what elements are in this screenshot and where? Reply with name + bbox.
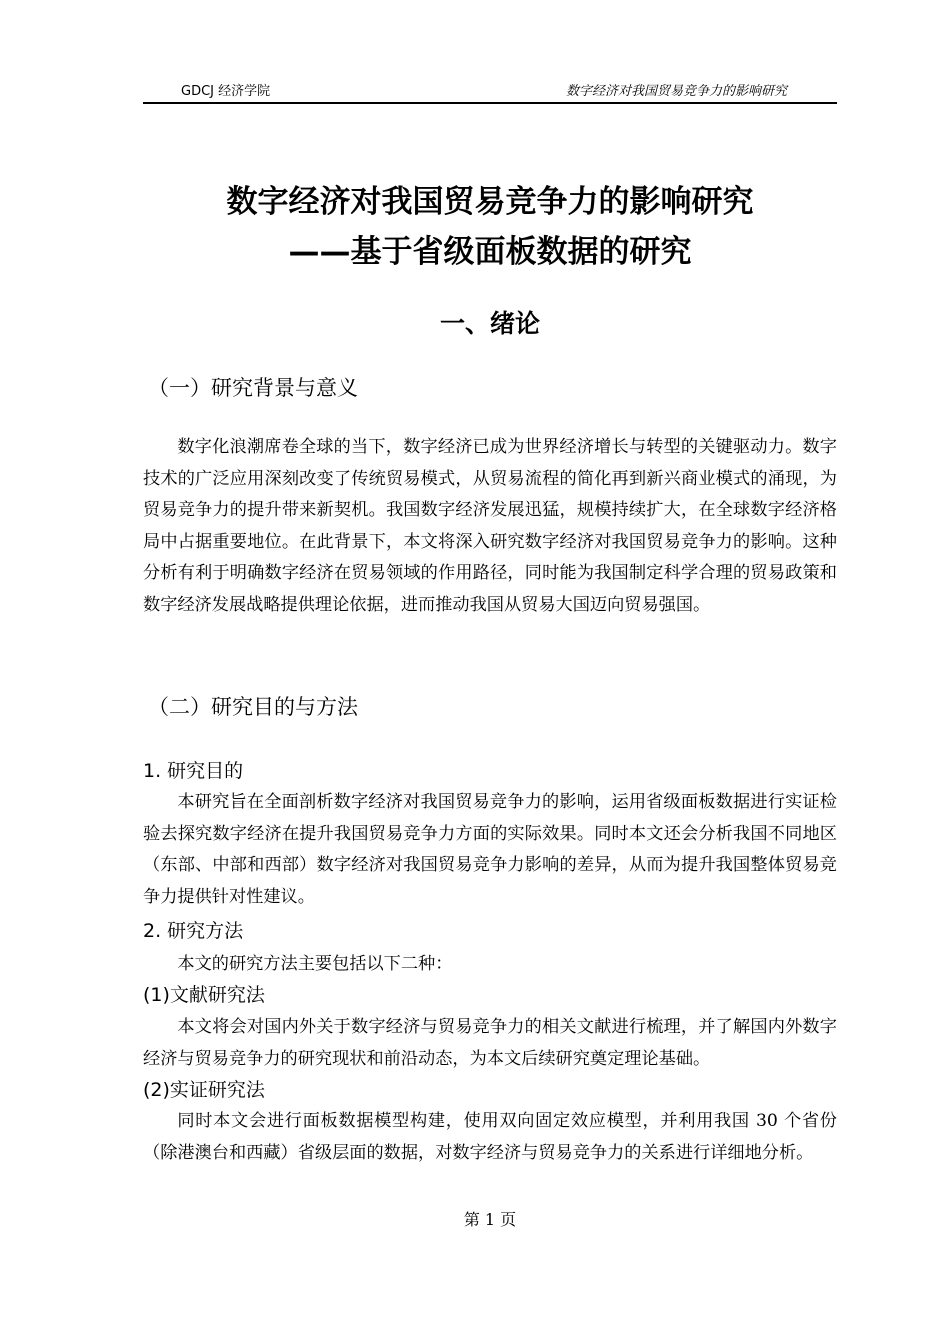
chapter-heading: 一、绪论	[439, 309, 540, 338]
paper-subtitle: ——基于省级面板数据的研究	[288, 234, 692, 270]
page-header	[143, 78, 837, 104]
paragraph-literature-method: 本文将会对国内外关于数字经济与贸易竞争力的相关文献进行梳理，并了解国内外数字经济与贸易竞争力的研究现状和前沿动态，为本文后续研究奠定理论基础。	[143, 1017, 837, 1069]
header-institution: GDCJ 经济学院	[181, 84, 271, 99]
subheading-empirical-method: (2)实证研究法	[143, 1079, 265, 1101]
paragraph-background: 数字化浪潮席卷全球的当下，数字经济已成为世界经济增长与转型的关键驱动力。数字技术的广泛应用深刻改变了传统贸易模式，从贸易流程的简化再到新兴商业模式的涌现，为贸易竞争力的提升带来新契机。我国数字经济发展迅猛，规模持续扩大，在全球数字经济格局中占据重要地位。在此背景下，本文将深入研究数字经济对我国贸易竞争力的影响。这种分析有利于明确数字经济在贸易领域的作用路径，同时能为我国制定科学合理的贸易政策和数字经济发展战略提供理论依据，进而推动我国从贸易大国迈向贸易强国。	[143, 437, 837, 615]
paragraph-purpose: 本研究旨在全面剖析数字经济对我国贸易竞争力的影响，运用省级面板数据进行实证检验去探究数字经济在提升我国贸易竞争力方面的实际效果。同时本文还会分析我国不同地区（东部、中部和西部）数字经济对我国贸易竞争力影响的差异，从而为提升我国整体贸易竞争力提供针对性建议。	[143, 792, 837, 907]
paragraph-empirical-method: 同时本文会进行面板数据模型构建，使用双向固定效应模型，并利用我国 30 个省份（除港澳台和西藏）省级层面的数据，对数字经济与贸易竞争力的关系进行详细地分析。	[143, 1111, 837, 1163]
header-running-title: 数字经济对我国贸易竞争力的影响研究	[565, 84, 787, 99]
subheading-purpose: 1. 研究目的	[143, 760, 244, 782]
subheading-literature-method: (1)文献研究法	[143, 984, 265, 1006]
page-number: 第 1 页	[463, 1210, 517, 1229]
section-heading-purpose-method: （二）研究目的与方法	[148, 695, 358, 719]
paragraph-method-intro: 本文的研究方法主要包括以下二种：	[177, 954, 453, 974]
subheading-method: 2. 研究方法	[143, 920, 244, 942]
section-heading-background: （一）研究背景与意义	[148, 376, 358, 400]
paper-title: 数字经济对我国贸易竞争力的影响研究	[226, 184, 754, 220]
